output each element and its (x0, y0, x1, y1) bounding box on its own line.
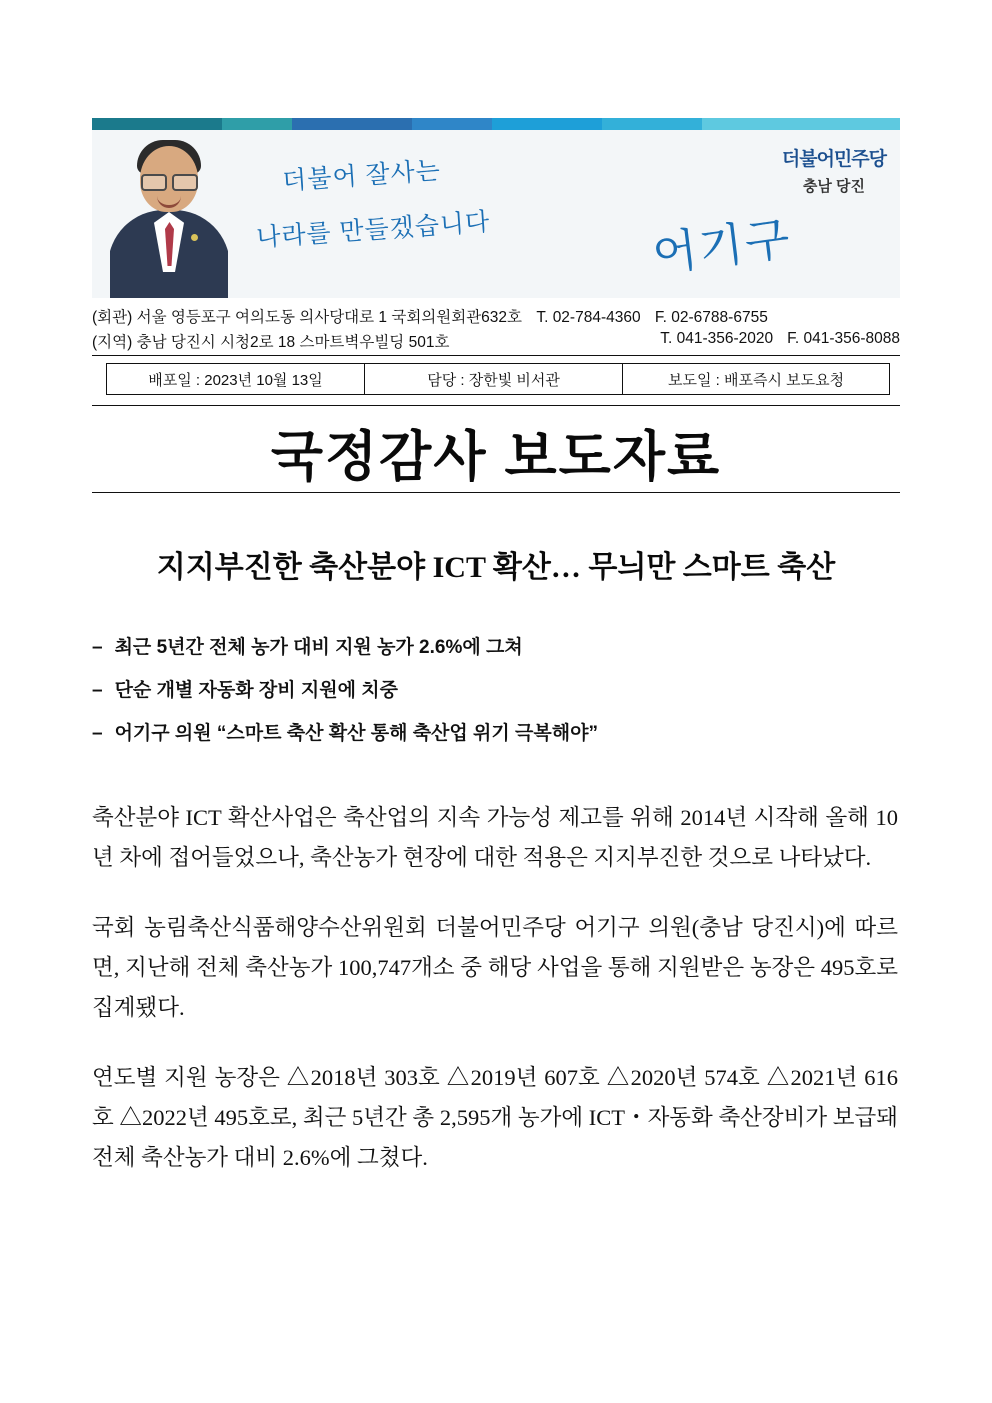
bullet-list (92, 632, 922, 761)
info-cell-embargo: 보도일 : 배포즉시 보도요청 (668, 371, 845, 389)
address-office-line (92, 305, 900, 327)
address-local-tel: T. 041-356-2020 (660, 330, 774, 347)
paragraph: 연도별 지원 농장은 △2018년 303호 △2019년 607호 △2020년 574호 △2021년 616호 △2022년 495호로, 최근 5년간 총 2,595개 농가에 ICT・자동화 축산장비가 보급돼 전체 축산농가 대비 2.6%에 그쳤다. (92, 1065, 898, 1170)
party-name: 더불어민주당 (781, 149, 886, 170)
party-region: 충남 당진 (802, 178, 865, 195)
bullet-text: 어기구 의원 “스마트 축산 확산 통해 축산업 위기 극복해야” (114, 723, 598, 744)
bullet-dash: – (92, 680, 103, 701)
bullet-dash: – (92, 723, 103, 744)
party-logo (782, 144, 886, 196)
slogan-line-2: 나라를 만들겠습니다 (255, 207, 492, 253)
divider-below-title (92, 492, 900, 493)
paragraph: 축산분야 ICT 확산사업은 축산업의 지속 가능성 제고를 위해 2014년 시작해 올해 10년 차에 접어들었으나, 축산농가 현장에 대한 적용은 지지부진한 것으로 나타났다. (92, 805, 898, 870)
portrait-photo (110, 130, 228, 298)
bullet-item (92, 675, 922, 702)
divider-above-info-table (92, 355, 900, 356)
info-table (106, 363, 890, 395)
headline: 지지부진한 축산분야 ICT 확산… 무늬만 스마트 축산 (156, 551, 836, 584)
bullet-text: 최근 5년간 전체 농가 대비 지원 농가 2.6%에 그쳐 (114, 637, 523, 658)
address-local-line (92, 330, 900, 352)
slogan-line-1: 더불어 잘사는 (281, 156, 442, 196)
header-banner (92, 118, 900, 298)
bullet-dash: – (92, 637, 103, 658)
address-local-text: 충남 당진시 시청2로 18 스마트벽우빌딩 501호 (136, 334, 450, 351)
address-office-tel: T. 02-784-4360 (536, 309, 641, 326)
address-office-fax: F. 02-6788-6755 (654, 309, 768, 326)
bullet-text: 단순 개별 자동화 장비 지원에 치중 (114, 680, 398, 701)
bullet-item (92, 632, 922, 659)
signature-text: 어기구 (649, 211, 795, 281)
divider-above-title (92, 405, 900, 406)
address-office-label: (회관) (92, 309, 133, 326)
info-cell-contact: 담당 : 장한빛 비서관 (365, 364, 623, 394)
info-cell-distribute-date: 배포일 : 2023년 10월 13일 (107, 364, 365, 394)
bullet-item (92, 718, 922, 745)
address-local-fax: F. 041-356-8088 (787, 330, 900, 347)
paragraph: 국회 농림축산식품해양수산위원회 더불어민주당 어기구 의원(충남 당진시)에 따르면, 지난해 전체 축산농가 100,747개소 중 해당 사업을 통해 지원받은 농장은 495호로 집계됐다. (92, 915, 898, 1020)
address-office-text: 서울 영등포구 여의도동 의사당대로 1 국회의원회관632호 (136, 309, 523, 326)
page-title: 국정감사 보도자료 (270, 427, 722, 487)
banner-color-stripes (92, 118, 900, 130)
address-local-label: (지역) (92, 334, 133, 351)
body-text (92, 798, 898, 1178)
